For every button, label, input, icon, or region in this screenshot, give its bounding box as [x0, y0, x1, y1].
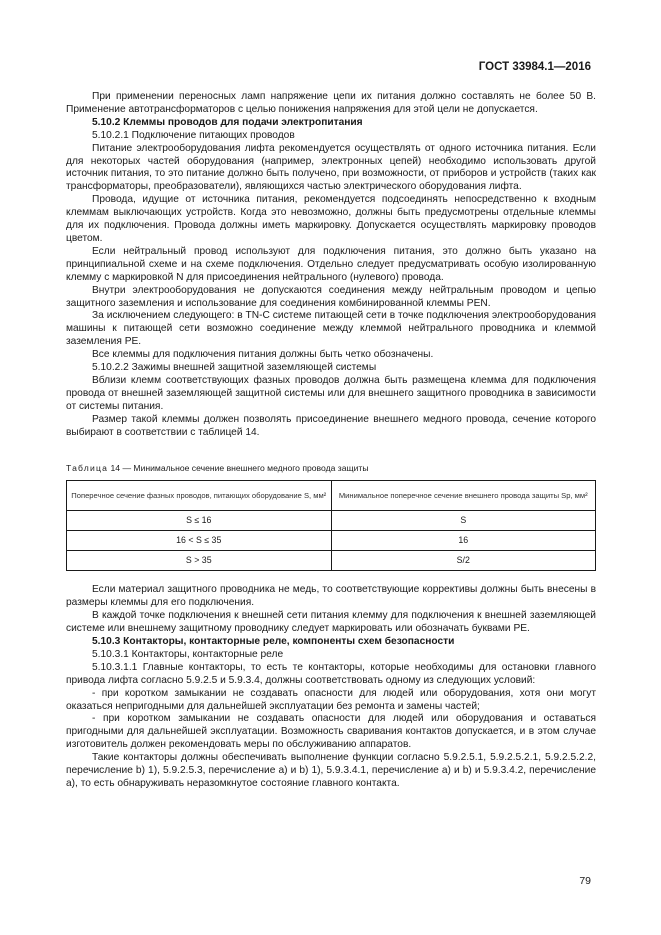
paragraph: 5.10.3.1 Контакторы, контакторные реле: [92, 648, 284, 660]
table-cell-protective: 16: [331, 531, 596, 551]
table-cell-protective: S: [331, 511, 596, 531]
paragraph: Вблизи клемм соответствующих фазных проводов должна быть размещена клемма для подключения провода от внешней заземляющей защитной системы или для внешнего защитного проводника в зависимости от системы питания.: [66, 374, 596, 412]
table-cell-protective: S/2: [331, 551, 596, 571]
paragraph: Питание электрооборудования лифта рекомендуется осуществлять от одного источника питания. Если для некоторых частей оборудования (например, электронных цепей) необходимо использовать другой источник питания, то это питание должно быть получено, при возможности, от приборов и устройств (таких как трансформаторы, преобразователи), являющихся частью электрического оборудования лифта.: [66, 142, 596, 193]
section-heading: 5.10.2 Клеммы проводов для подачи электропитания: [92, 116, 363, 128]
paragraph: При применении переносных ламп напряжение цепи их питания должно составлять не более 50 В. Применение автотрансформаторов с целью понижения напряжения для этой цели не допускается.: [66, 91, 596, 115]
table-cell-phase: S ≤ 16: [67, 511, 332, 531]
paragraph: За исключением следующего: в TN-C системе питающей сети в точке подключения электрооборудования машины к питающей сети возможно соединение между клеммой нейтрального проводника и клеммой заземления PE.: [66, 310, 596, 348]
paragraph: - при коротком замыкании не создавать опасности для людей или оборудования и оставаться пригодными для дальнейшей эксплуатации. Возможность сваривания контактов допускается, и в этом случае изготовитель должен рекомендовать меры по обслуживанию аппаратов.: [66, 713, 596, 751]
cross-section-table: [66, 480, 596, 571]
table-header-row: [67, 481, 596, 511]
table-header-min-protective-section: Минимальное поперечное сечение внешнего провода защиты Sp, мм²: [331, 481, 596, 511]
table-row: [67, 551, 596, 571]
paragraph: Внутри электрооборудования не допускаются соединения между нейтральным проводом и цепью защитного заземления и использование для соединения комбинированной клеммы PEN.: [66, 284, 596, 309]
paragraph: Если нейтральный провод используют для подключения питания, это должно быть указано на принципиальной схеме и на схеме подключения. Отдельно следует предусматривать особую изолированную клемму с маркировкой N для присоединения нейтрального (нулевого) провода.: [66, 245, 596, 283]
table-row: [67, 511, 596, 531]
paragraph: Все клеммы для подключения питания должны быть четко обозначены.: [92, 349, 434, 361]
table-cell-phase: 16 < S ≤ 35: [67, 531, 332, 551]
paragraph: - при коротком замыкании не создавать опасности для людей или оборудования, хотя они могут оказаться непригодными для дальнейшей эксплуатации без ремонта и замены частей;: [66, 687, 596, 712]
paragraph: В каждой точке подключения к внешней сети питания клемму для подключения к внешней заземляющей системе или внешнему защитному проводнику следует маркировать или обозначать буквами PE.: [66, 610, 596, 635]
paragraph: Провода, идущие от источника питания, рекомендуется подсоединять непосредственно к входным клеммам выключающих устройств. Когда это невозможно, должны быть предусмотрены отдельные клеммы для их подключения. Провода должны иметь маркировку. Допускается осуществлять маркировку проводов цветом.: [66, 194, 596, 244]
paragraphs-bottom: [66, 584, 596, 791]
section-heading: 5.10.3 Контакторы, контакторные реле, компоненты схем безопасности: [92, 636, 455, 647]
table-caption-word: Таблица: [66, 463, 109, 474]
paragraph: Такие контакторы должны обеспечивать выполнение функции согласно 5.9.2.5.1, 5.9.2.5.2.1, 5.9.2.5.2.2, перечисление b) 1), 5.9.2.5.3, перечисление a) и b) 1), 5.9.3.4.1, перечисление a) и b) и 5.9.3.4.2, перечисление a), то есть обнаруживать неразомкнутое состояние главного контакта.: [66, 752, 596, 789]
table-row: [67, 531, 596, 551]
standard-header: ГОСТ 33984.1—2016: [478, 61, 591, 73]
paragraph: 5.10.2.1 Подключение питающих проводов: [92, 129, 295, 141]
page-number: 79: [579, 875, 591, 887]
table-cell-phase: S > 35: [67, 551, 332, 571]
paragraph: 5.10.3.1.1 Главные контакторы, то есть те контакторы, которые необходимы для остановки главного привода лифта согласно 5.9.2.5 и 5.9.3.4, должны соответствовать одному из следующих условий:: [66, 661, 596, 686]
table-caption: [66, 462, 596, 475]
page-content: [66, 91, 596, 791]
table-caption-title: 14 — Минимальное сечение внешнего медного провода защиты: [108, 463, 369, 474]
table-header-phase-section: Поперечное сечение фазных проводов, питающих оборудование S, мм²: [67, 481, 332, 511]
paragraph: Если материал защитного проводника не медь, то соответствующие коррективы должны быть внесены в размеры клеммы для его подключения.: [66, 584, 596, 609]
paragraphs-top: [66, 91, 596, 439]
paragraph: Размер такой клеммы должен позволять присоединение внешнего медного провода, сечение которого выбирают в соответствии с таблицей 14.: [66, 413, 596, 438]
paragraph: 5.10.2.2 Зажимы внешней защитной заземляющей системы: [92, 362, 377, 374]
